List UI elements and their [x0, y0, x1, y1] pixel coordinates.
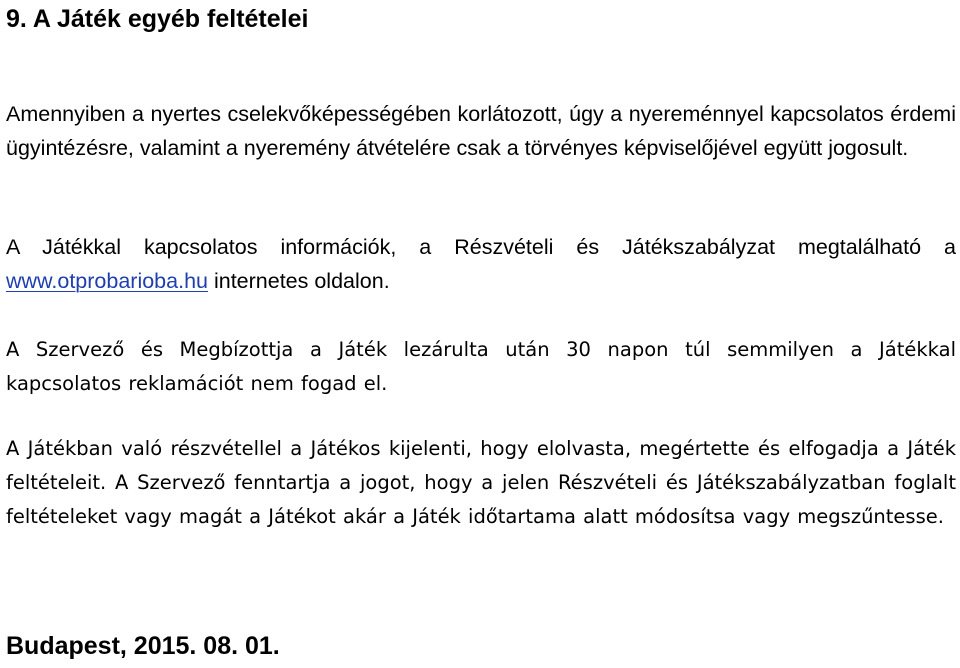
- paragraph-complaints: A Szervező és Megbízottja a Játék lezárulta után 30 napon túl semmilyen a Játékkal kapcsolatos reklamációt nem fogad el.: [6, 338, 956, 395]
- date-location: Budapest, 2015. 08. 01.: [6, 632, 280, 660]
- section-heading: 9. A Játék egyéb feltételei: [6, 5, 309, 33]
- paragraph-eligibility: Amennyiben a nyertes cselekvőképességében korlátozott, úgy a nyereménnyel kapcsolatos érdemi ügyintézésre, valamint a nyeremény átvételére csak a törvényes képviselőjével együtt jogosult.: [6, 102, 956, 160]
- paragraph-rules-location: [6, 230, 956, 298]
- paragraph-rules-text: A Játékkal kapcsolatos információk, a Részvételi és Játékszabályzat megtalálható a: [6, 235, 956, 259]
- paragraph-acceptance: A Játékban való részvétellel a Játékos kijelenti, hogy elolvasta, megértette és elfogadja a Játék feltételeit. A Szervező fenntartja a jogot, hogy a jelen Részvételi és Játékszabályzatban foglalt feltételeket vagy magát a Játékot akár a Játék időtartama alatt módosítsa vagy megszűntesse.: [6, 437, 956, 528]
- website-link[interactable]: www.otprobarioba.hu: [6, 269, 208, 293]
- paragraph-rules-text-end: internetes oldalon.: [207, 269, 390, 293]
